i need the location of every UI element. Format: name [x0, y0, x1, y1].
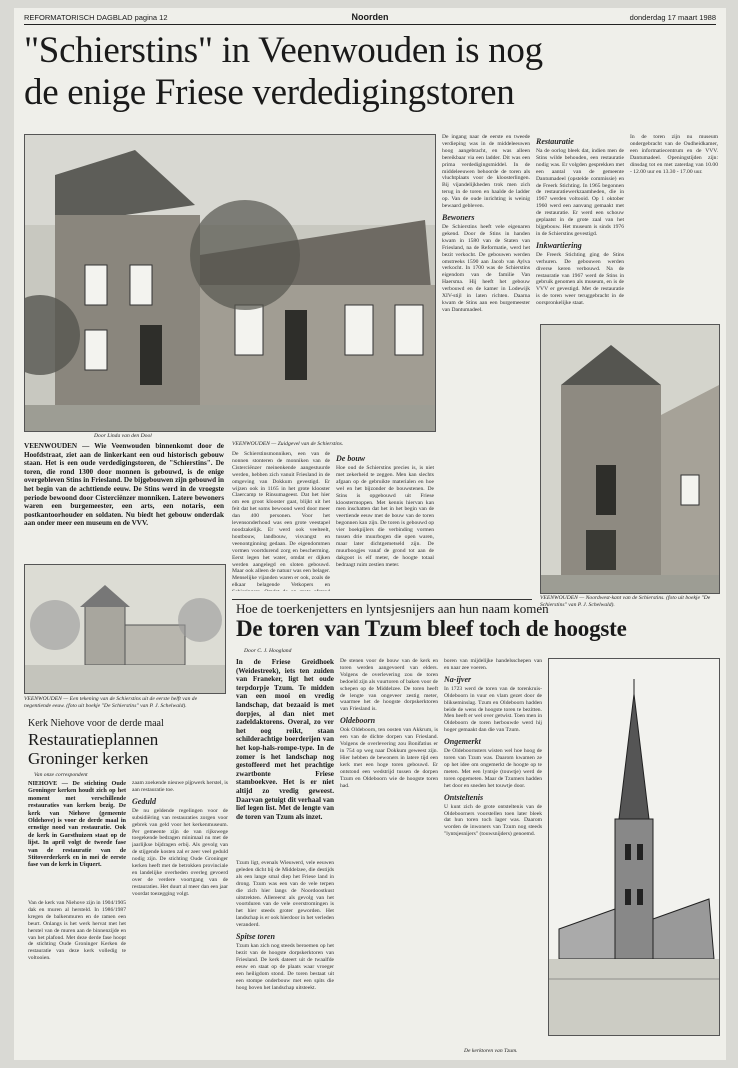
- article3-kicker: Kerk Niehove voor de derde maal: [28, 718, 164, 729]
- schierstins-photo-northwest: [540, 324, 720, 594]
- subhead-spitse-toren: Spitse toren: [236, 932, 275, 942]
- schierstins-drawing-image: [25, 565, 225, 693]
- tzum-caption: De kerktoren van Tzum.: [464, 1048, 518, 1054]
- article2-byline: Door C. J. Hoogland: [244, 648, 292, 654]
- article3-byline: Van onze correspondent: [34, 772, 88, 778]
- subhead-oldeboorn: Oldeboorn: [340, 716, 376, 726]
- subhead-na-ijver: Na-ijver: [444, 674, 472, 684]
- issue-date: donderdag 17 maart 1988: [629, 13, 716, 22]
- subhead-ongemerkt: Ongemerkt: [444, 737, 481, 747]
- article2-col3: boren van mijdelijke handelsschepen van en naar zee voeren. Na-ijver In 1723 werd de toren van de torenkruis-Oldeboorn in vuur en vlam gezet door de blikseminslag. Tzum en Oldeboorn hadden beide de wens de hoogste toren te bezitten. Men heeft er wel over getwist. Toen men in Oldeboorn de toren herbouwde werd hij hoger gemaakt dan die van Tzum. Ongemerkt De Oldeboornsters wisten wel hoe hoog de toren van Tzum was. Daarom kwamen ze op het idee om ongemerkt de hoogte op te meten. Met een lyntsje (touwtje) werd de toren opgemeten. Maar de Tzumers hadden het door en sneden het touwtje door. Ontsteltenis U kunt zich de grote ontsteltenis van de Oldeboorners voorstellen toen later bleek dat hun toren toch lager was. Daarom worden de inwoners van Tzum nog steeds "lyntsjesnijers" (touwsnijders) genoemd.: [444, 658, 542, 838]
- section-title: Noorden: [351, 12, 389, 22]
- masthead-left: REFORMATORISCH DAGBLAD pagina 12: [24, 13, 168, 22]
- article2-col1: Tzum ligt, evenals Wieuwerd, vele eeuwen geleden dicht bij de Middelzee, die destijds als een lange smal diep het Friese land in drong. Tzum was een van de vele terpen die zich hier langs de Noordoostkust uitstrekten. Allereerst als gevolg van het voortduren van de vele overstromingen is het hier steeds groter geworden. Het landschap is er ook hierdoor in het verleden veranderd. Spitse toren Tzum kan zich nog steeds beroemen op het bezit van de hoogste dorpskerktoren van Friesland. De kerk dateert uit de twaalfde eeuw en staat op de plaats waar vroeger een heiligdom stond. De toren bestaat uit een stompe onderbouw met een spits die hoog boven het landschap uitsteekt.: [236, 860, 334, 991]
- masthead: [24, 12, 716, 25]
- article1-col3: De ingang naar de eerste en tweede verdieping was in de middeleeuwen hoog aangebracht, en was alleen bereikbaar via een ladder. Dit was een prima verdedigingsmiddel. In de middeleeuwen behoorde de toren als vluchtplaats voor de kloosterlingen. Bij vijandelijkheden trok men zich terug in de toren en haalde de ladder op. Van de oude inrichting is weinig bewaard gebleven. Bewoners De Schierstins heeft vele eigenaren gekend. Door de Stins in handen kwam in 1580 van de Staten van Friesland, na de Reformatie, werd het bezit verkocht. De gebouwen werden omstreeks 1590 aan Jacob van Aylva verkocht. In 1700 was de Schierstins eigendom van de familie Van Haersma. Hij heeft het gebouw verbouwd en de kamer in Lodewijk XIV-stijl in laten richten. Daarna kwam de Stins aan een burgemeester van Dantumadeel.: [442, 134, 530, 313]
- photo1-caption: VEENWOUDEN — Zuidgevel van de Schierstins.: [232, 441, 344, 447]
- subhead-ontsteltenis: Ontsteltenis: [444, 792, 484, 802]
- article2-intro: In de Friese Greidhoek (Weidestreek), iets ten zuiden van Franeker, ligt het oude terpdorpje Tzum. Te midden van een mooi en vredig landschap, dat bezaaid is met dorpjes, al dan niet met zadeldaktorens. Overal, zo ver het oog reikt, staan schilderachtige boerderijen van het kop-hals-rompe-type. In de zomer is het landschap nog gestoffeerd met het prachtige zwartbonte Friese stamboekvee. Het is er niet altijd zo vredig geweest. Daarvan getuigt dit verhaal van lief legen list. Met de lengte van de toren van Tzum als inzet.: [236, 658, 334, 821]
- article3-col2: zaam zoekende nieuwe pijpwerk herstel, is aan restauratie toe. Geduld De nu geldende regelingen voor de subsidiëring van restauraties zorgen voor gebrek van geld voor het kerkenmuseum. Per gemeente zijn de van rijkswege toegekende bedragen minimaal nu met de jaarlijkse bijdragen erbij. Als gevolg van de stijgende kosten zal er zeer veel geduld nodig zijn. De stichting Oude Groninger kerken heeft met de betrokken provinciale en landelijke overheden overleg gevoerd over de verdere voortgang van de restauraties. Het duurt al meer dan een jaar voordat toezegging volgt.: [132, 780, 228, 897]
- subhead-restauratie: Restauratie: [536, 137, 574, 146]
- subhead-bouw: De bouw: [336, 454, 366, 463]
- newspaper-page: [14, 8, 726, 1060]
- subhead-geduld: Geduld: [132, 796, 156, 806]
- schierstins-photo-south: [24, 134, 436, 432]
- article2-kicker: Hoe de toerkenjetters en lyntsjesnijers aan hun naam komen: [236, 601, 549, 616]
- article1-col1: De Schierstinsmonniken, een van de nonnen stonteren de monniken van de Cisterciënzer meinenkende aangestuurde werden, hebben zich vanuit Friesland in de omgeving van Dokkum gevestigd. Er wijzen ook in 1165 in het grote klooster Claercamp te Rinsumageest. Dat het hier om een groot klooster gaat, blijkt uit het feit dat het soms bewoond werd door meer dan 400 personen. Voor het levensonderhoud was een grote veestapel noodzakelijk. Er werd ook veelteelt, houtbouw, landbouw, visvangst en veenontginning gedaan. De eigendommen vormen voortdurend zorg en bescherming. Eerst legen het water, omdat er dijken werden aangelegd en sloten gebouwd. Maar ook alleen de natuur was een belager. Menselijke vijanden waren er ook, zoals de elkaar belagende Vetkopers en: [232, 451, 330, 589]
- article3-headline: Restauratieplannen Groninger kerken: [28, 730, 159, 768]
- article2-headline: De toren van Tzum bleef toch de hoogste: [236, 616, 627, 641]
- article1-col2: De bouw Hoe oud de Schierstins precies is, is niet met zekerheid te zeggen. Men kan slechts afgaan op de gebruikte materialen en hoe wel en het bijzonder de bouwstenen. De Stins is opgebouwd uit Friese kloostermoppen. Met kennis hiervan kan men inschatten dat het in het begin van de veertiende eeuw met de bouw van de toren begonnen kan zijn. De toren is gebouwd op vier boekpijlers die verbinding vormen tussen drie muurbogen die open waren, maar later dichtgemetseld zijn. De muurboogjes vanaf de grond tot aan de dakgoot is elf meter, de hoogte totaal bedraagt ruim zestien meter.: [336, 454, 434, 568]
- schierstins-south-image: [25, 135, 435, 431]
- subhead-inkwartiering: Inkwartiering: [536, 240, 582, 250]
- tzum-tower-image: [549, 659, 719, 1035]
- article1-headline: "Schierstins" in Veenwouden is nog de enige Friese verdedigingstoren: [24, 30, 543, 113]
- photo3-caption: VEENWOUDEN — Noordwest-kant van de Schierstins. (foto uit boekje "De Schierstins" van P. J. Schelwald).: [540, 595, 711, 608]
- article3-col1: Van de kerk van Niehove zijn in 1904/1905 dak en muren al hersteld. In 1986/1987 kregen de balkenmuren en de ramen een beurt. Onlangs is het werk hervat met het herstel van de muren aan de binnenzijde en van het plafond. Met deze derde fase hoopt de stichting Oude Groninger Kerken de restauratie van deze kerk volledig te voltooien.: [28, 900, 126, 962]
- article2-col2: De stenen voor de bouw van de kerk en toren werden aangevoerd van elders. Volgens de overlevering zou de toren bedoeld zijn als vuurtoren of baken voor de schepen op de Middelzee. De toren heeft de lengte van ongeveer zestig meter, waarmee het de hoogste dorpskerktoren van Friesland is. Oldeboorn Ook Oldeboorn, ten oosten van Akkrum, is een van de dichte dorpen van Friesland. Volgens de overlevering zou Bonifatius er in 754 op weg naar Dokkum geweest zijn. Hier hebben de bewoners in latere tijd een kerk met een hoge toren gebouwd. Er ontstond een wedstrijd tussen de dorpen Tzum en Oldeboorn wie de hoogste toren had.: [340, 658, 438, 789]
- schierstins-northwest-image: [541, 325, 719, 593]
- photo2-caption: VEENWOUDEN — Een tekening van de Schierstins uit de eerste helft van de negentiende eeuw. (foto uit boekje "De Schierstins" van P. J. Schelwald).: [24, 696, 198, 709]
- article1-col5: In de toren zijn nu museum ondergebracht van de Oudheidkamer, een informatiecentrum en de VVV. Dantumadeel. Openingstijden zijn: dinsdag tot en met zaterdag van 10.00 - 12.00 uur en 13.30 - 17.00 uur.: [630, 134, 718, 175]
- article1-col4: Restauratie Na de oorlog bleek dat, indien men de Stins wilde behouden, een restauratie nodig was. Er volgden gesprekken met een aantal van de gemeente Dantumadeel (opstelde commissie) en de Freerk Stichting. In 1965 begonnen de restauratiewerkzaamheden, die in 1967 werden voltooid. Op 1 oktober 1960 werd een aanvang gemaakt met de restauratie. Er werd een schouw geplaatst in de grote zaal van het bijgebouw. Het museum is sinds 1976 in de Schierstins gevestigd. Inkwartiering De Freerk Stichting ging de Stins verhuren. De gebouwen werden diverse keren verbouwd. Na de restauratie van 1967 werd de Stins in gebruik genomen als museum, en is de VVV er gevestigd. Met de restauratie is de toren weer teruggebracht in de oorspronkelijke staat.: [536, 137, 624, 307]
- subhead-bewoners: Bewoners: [442, 212, 475, 222]
- photo-credit: Door Linda van den Dool: [94, 433, 152, 439]
- schierstins-drawing: [24, 564, 226, 694]
- article3-intro: NIEHOVE — De stichting Oude Groninger kerken houdt zich op het moment met verschillende restauraties van kerken bezig. De kerk van Niehove (gemeente Oldehove) is voor de derde maal in ernstige nood van restauratie. Ook de kerk in Garsthuizen staat op de lijst. In april volgt de tweede fase van de restauratie van de Stitoverderkerk en in mei de eerste fase van de kerk in Uiquert.: [28, 780, 126, 869]
- divider-article2: [232, 599, 532, 600]
- article1-intro: VEENWOUDEN — Wie Veenwouden binnenkomt door de Hoofdstraat, ziet aan de linkerkant een oud historisch gebouw staan. Het is een oude verdedigingstoren, de "Schierstins". De toren, die rond 1300 door monnen is gebouwd, is de enige overgebleven Stins in Friesland. De bijgebouwen zijn gebouwd in het begin van de achttiende eeuw. De Stins werd in de vroegste periode bewoond door Cisterciënzer monniken. Latere bewoners waren een burgemeester, een arts, een notaris, een postkantoorhouder en soldaten. Nu biedt het gebouw onderdak aan onder meer een museum en de VVV.: [24, 442, 224, 528]
- tzum-tower-drawing: [548, 658, 720, 1036]
